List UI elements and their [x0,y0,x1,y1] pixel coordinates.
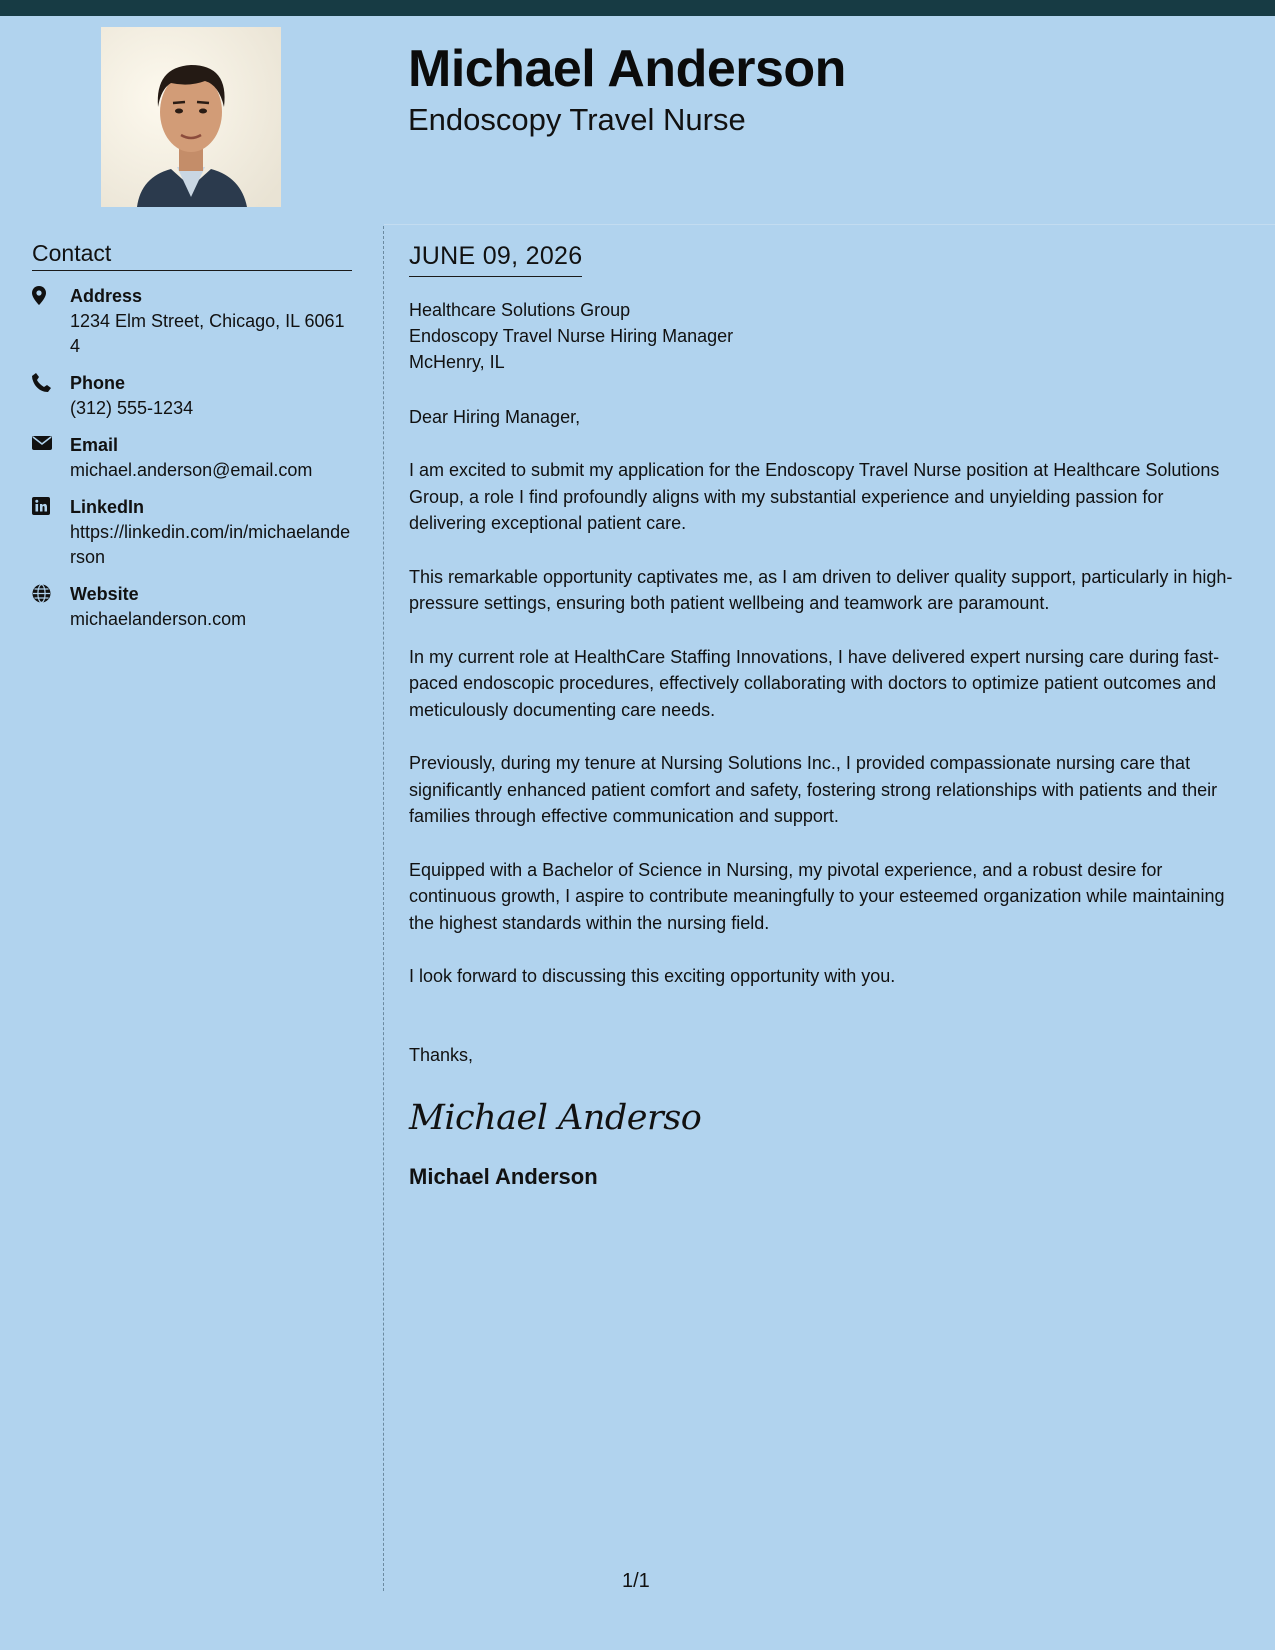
letter-paragraph: I look forward to discussing this exciting opportunity with you. [409,966,896,986]
contact-label: LinkedIn [70,497,145,517]
letter-paragraph: Equipped with a Bachelor of Science in Nursing, my pivotal experience, and a robust desire for continuous growth, I aspire to contribute meaningfully to your esteemed organization while maintaining the highest standards within the nursing field. [409,859,1225,933]
letter-paragraph: This remarkable opportunity captivates me, as I am driven to deliver quality support, particularly in high-pressure settings, ensuring both patient wellbeing and teamwork are paramount. [409,566,1233,613]
contact-email [32,433,352,483]
contact-label: Address [70,286,143,306]
salutation: Dear Hiring Manager, [409,407,581,427]
contact-list [32,284,352,632]
recipient-company: Healthcare Solutions Group [409,300,631,320]
contact-phone [32,371,352,421]
envelope-icon [32,433,70,483]
contact-label: Phone [70,373,126,393]
contact-linkedin [32,495,352,570]
contact-website [32,582,352,632]
map-pin-icon [32,284,70,359]
letter-paragraph: Previously, during my tenure at Nursing Solutions Inc., I provided compassionate nursing care that significantly enhanced patient comfort and safety, fostering strong relationships with patients and their families through effective communication and support. [409,753,1218,826]
letter-paragraph: I am excited to submit my application for the Endoscopy Travel Nurse position at Healthcare Solutions Group, a role I find profoundly aligns with my substantial experience and unyielding passion for delivering exceptional patient care. [409,460,1220,533]
phone-value[interactable]: (312) 555-1234 [70,398,194,418]
handwritten-signature: Michael Anderso [409,1097,702,1138]
website-value[interactable]: michaelanderson.com [70,609,247,629]
recipient-location: McHenry, IL [409,352,505,372]
letter-body [409,242,1239,1190]
signer-name: Michael Anderson [409,1163,598,1189]
phone-icon [32,371,70,421]
contact-label: Email [70,435,119,455]
linkedin-icon [32,495,70,570]
address-value: 1234 Elm Street, Chicago, IL 60614 [70,311,345,356]
profile-photo [101,27,281,207]
contact-sidebar [32,240,352,644]
letter-paragraph: In my current role at HealthCare Staffing Innovations, I have delivered expert nursing care during fast-paced endoscopic procedures, effectively collaborating with doctors to optimize patient outcomes and meticulously documenting care needs. [409,646,1220,720]
contact-heading: Contact [32,240,352,271]
recipient-block [409,297,1239,375]
closing: Thanks, [409,1044,474,1065]
column-divider [383,226,384,1591]
applicant-title: Endoscopy Travel Nurse [408,102,746,137]
email-value[interactable]: michael.anderson@email.com [70,460,313,480]
contact-address [32,284,352,359]
recipient-role: Endoscopy Travel Nurse Hiring Manager [409,326,734,346]
header-divider [384,224,1275,225]
globe-icon [32,582,70,632]
contact-label: Website [70,584,139,604]
applicant-name: Michael Anderson [408,40,846,98]
letter-date: JUNE 09, 2026 [409,242,582,277]
top-accent-bar [0,0,1275,16]
linkedin-value[interactable]: https://linkedin.com/in/michaelanderson [70,522,351,567]
page-number: 1/1 [622,1570,650,1592]
